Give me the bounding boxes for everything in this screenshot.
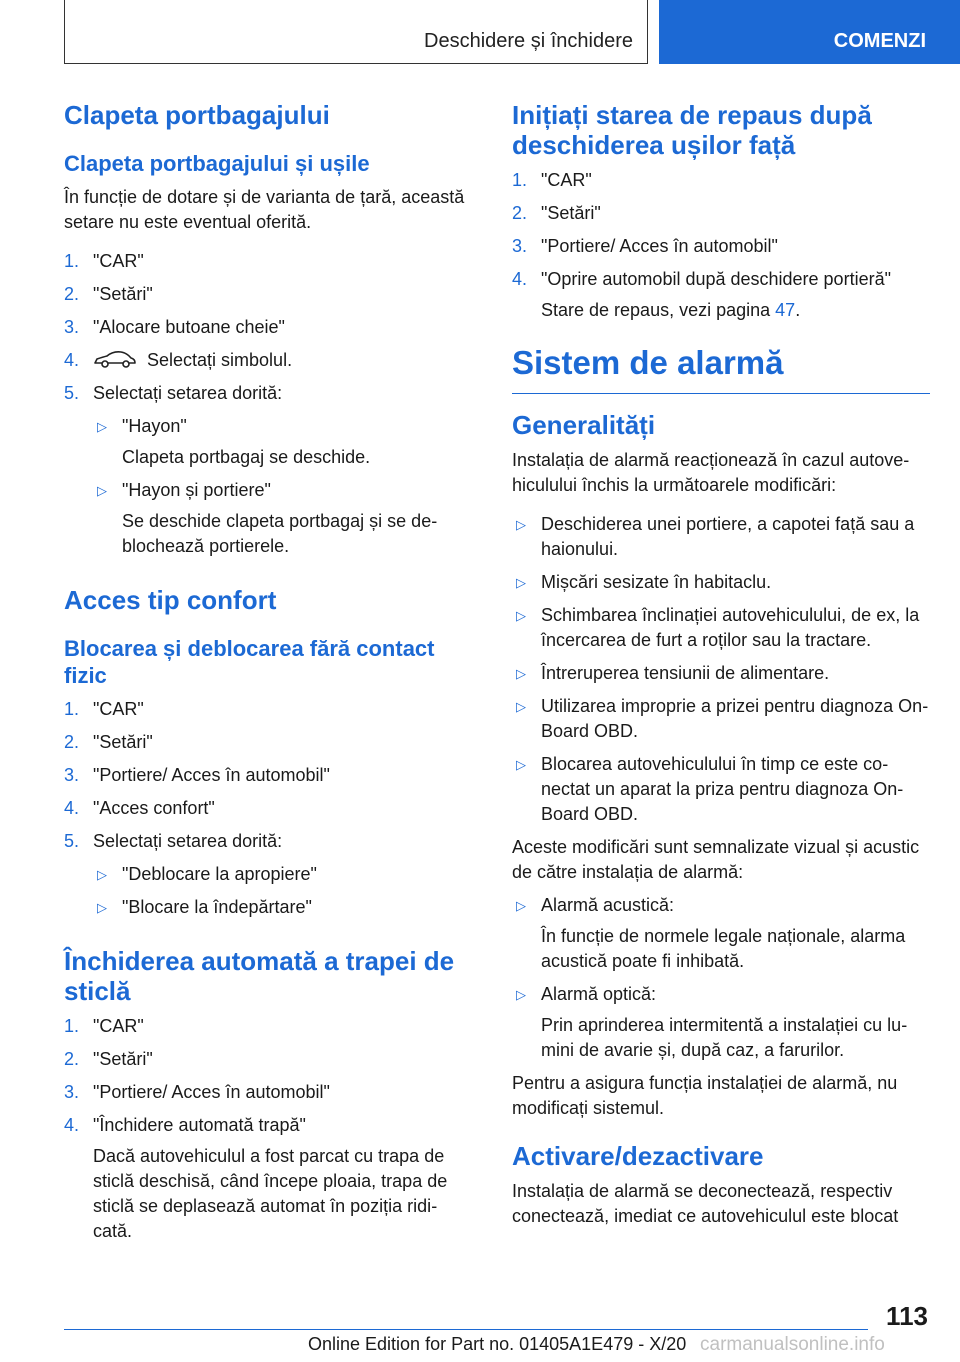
triangle-right-icon: ▷ (97, 900, 107, 915)
list-item: 2. "Setări" (64, 732, 153, 752)
list-item: 2. "Setări" (64, 1049, 153, 1069)
signal-intro: Aceste modificări sunt semnalizate vizual și acustic de către instalația de alarmă: (512, 837, 920, 882)
steps-list-4 (512, 168, 930, 323)
list-item: ▷ Alarmă optică: Prin aprinderea intermitentă a instalației cu lumini de avarie și, după caz, a farurilor. (516, 984, 908, 1060)
intro-text: În funcție de dotare și de varianta de țară, această setare nu este eventual oferită. (64, 187, 465, 232)
heading-sistem-alarma: Sistem de alarmă (512, 343, 930, 394)
heading-inchidere-trapa: Închiderea automată a trapei de sticlă (64, 946, 455, 1006)
triangle-right-icon: ▷ (516, 666, 526, 681)
heading-acces-confort: Acces tip confort (64, 585, 277, 615)
heading-activare: Activare/dezactivare (512, 1141, 764, 1171)
options-list-2 (64, 862, 468, 920)
list-item: 1. "CAR" (512, 170, 592, 190)
list-item: ▷ Utilizarea improprie a prizei pentru diagnoza On-Board OBD. (516, 696, 929, 741)
list-item: 3. "Alocare butoane cheie" (64, 317, 285, 337)
edition-text: Online Edition for Part no. 01405A1E479 - X/20 (308, 1334, 687, 1354)
list-item: ▷ Deschiderea unei portiere, a capotei față sau a haionului. (516, 514, 915, 559)
list-item: 4. "Oprire automobil după deschidere portieră" Stare de repaus, vezi pagina 47. (512, 269, 891, 320)
signal-list (512, 893, 930, 1063)
activation-text: Instalația de alarmă se deconectează, respectiv conectează, imediat ce autovehiculul este blocat (512, 1181, 899, 1226)
list-item: 4. Selectați simbolul. (64, 350, 293, 370)
list-item: 3. "Portiere/ Acces în automobil" (512, 236, 778, 256)
triangle-right-icon: ▷ (97, 867, 107, 882)
header-frame (64, 0, 648, 64)
options-list-1 (64, 414, 468, 559)
chapter-tab[interactable]: COMENZI (659, 0, 960, 64)
list-item: ▷ Blocarea autovehiculului în timp ce este conectat un aparat la priza pentru diagnoza On-Board OBD. (516, 754, 904, 824)
triangle-right-icon: ▷ (516, 987, 526, 1002)
list-item: 1. "CAR" (64, 699, 144, 719)
page-number: 113 (886, 1301, 928, 1331)
car-silhouette-icon (93, 349, 137, 369)
list-item: 5. Selectați setarea dorită: (64, 831, 283, 851)
list-item: ▷ Mișcări sesizate în habitaclu. (512, 570, 930, 595)
steps-list-3 (64, 1014, 468, 1244)
triangle-right-icon: ▷ (516, 898, 526, 913)
general-intro: Instalația de alarmă reacționează în cazul autovehiculului închis la următoarele modificări: (512, 450, 910, 495)
triangle-right-icon: ▷ (516, 699, 526, 714)
triangle-right-icon: ▷ (516, 575, 526, 590)
list-item: ▷ Schimbarea înclinației autovehiculului, de ex, la încercarea de furt a roților sau la tractare. (516, 605, 920, 650)
triangle-right-icon: ▷ (516, 517, 526, 532)
triangle-right-icon: ▷ (97, 483, 107, 498)
list-item: ▷ "Deblocare la apropiere" (64, 862, 468, 887)
list-item: 5. Selectați setarea dorită: (64, 383, 283, 403)
list-item: 3. "Portiere/ Acces în automobil" (64, 1082, 330, 1102)
section-title: Deschidere și închidere (424, 30, 633, 52)
right-column (512, 100, 930, 1229)
subheading-blocare-fara-contact: Blocarea și deblocarea fără contact fizic (64, 636, 435, 688)
list-item: ▷ "Blocare la îndepărtare" (64, 895, 468, 920)
triangle-right-icon: ▷ (516, 757, 526, 772)
watermark: carmanualsonline.info (700, 1334, 885, 1355)
list-item: 2. "Setări" (512, 203, 601, 223)
list-item: 4. "Închidere automată trapă" Dacă autovehiculul a fost parcat cu trapa de sticlă deschisă, când începe ploaia, trapa de sticlă se deplasează automat în poziția ridicată. (64, 1115, 448, 1241)
list-item: 1. "CAR" (64, 1016, 144, 1036)
list-item: ▷ "Hayon" Clapeta portbagaj se deschide. (97, 416, 371, 467)
page-link-47[interactable]: 47 (775, 300, 796, 320)
triangle-right-icon: ▷ (97, 419, 107, 434)
steps-list-2 (64, 697, 468, 854)
heading-generalitati: Generalități (512, 410, 656, 440)
list-item: 4. "Acces confort" (64, 798, 215, 818)
list-item: 3. "Portiere/ Acces în automobil" (64, 765, 330, 785)
function-note: Pentru a asigura funcția instalației de alarmă, nu modificați sistemul. (512, 1073, 898, 1118)
list-item: ▷ Alarmă acustică: În funcție de normele legale naționale, alarma acustică poate fi inhibată. (516, 895, 906, 971)
changes-list (512, 512, 930, 827)
steps-list-1 (64, 249, 468, 406)
list-item: ▷ "Hayon și portiere" Se deschide clapeta portbagaj și se deblochează portierele. (97, 480, 438, 556)
list-item: ▷ Întreruperea tensiunii de alimentare. (512, 661, 930, 686)
subheading-clapeta-usile: Clapeta portbagajului și ușile (64, 151, 370, 176)
list-item: 2. "Setări" (64, 284, 153, 304)
left-column (64, 100, 468, 1252)
footer-divider (64, 1329, 868, 1330)
list-item: 1. "CAR" (64, 251, 144, 271)
triangle-right-icon: ▷ (516, 608, 526, 623)
heading-clapeta: Clapeta portbagajului (64, 100, 330, 130)
heading-stare-repaus: Inițiați starea de repaus după deschiderea ușilor față (512, 100, 872, 160)
